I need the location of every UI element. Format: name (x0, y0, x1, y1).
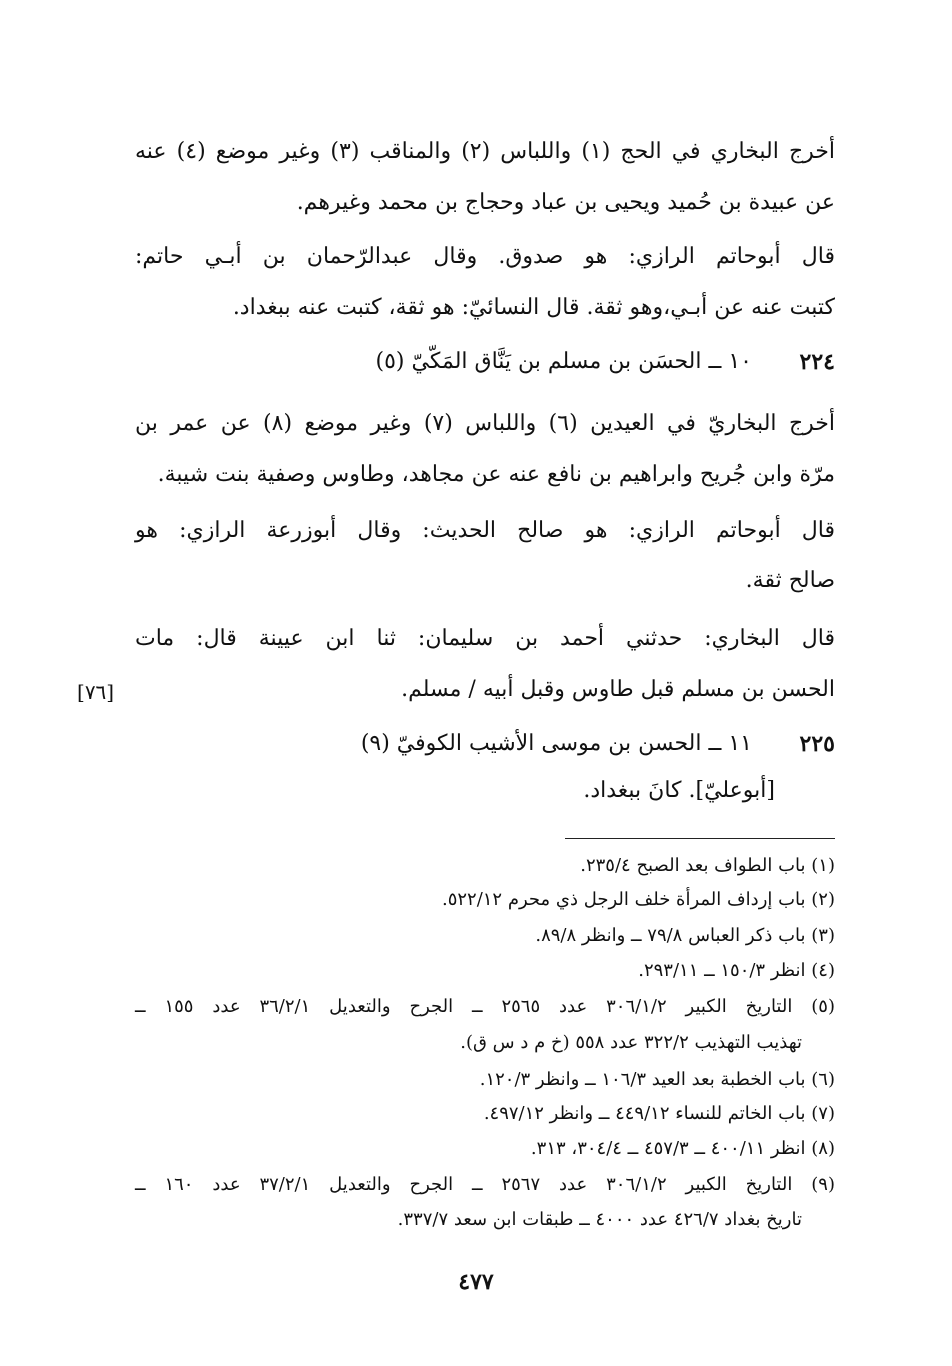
entry-225-number: ٢٢٥ (799, 731, 835, 757)
footnote-4: (٤) انظر ١٥٠/٣ ــ ٢٩٣/١١. (638, 960, 835, 981)
paragraph-3-line-1: أخرج البخاريّ في العيدين (٦) واللباس (٧) وغير موضع (٨) عن عمر بن (135, 411, 836, 436)
footnote-3: (٣) باب ذكر العباس ٧٩/٨ ــ وانظر ٨٩/٨. (535, 925, 835, 946)
paragraph-1-line-1: أخرج البخاري في الحج (١) واللباس (٢) والمناقب (٣) وغير موضع (٤) عنه (135, 139, 836, 164)
margin-page-reference: [٧٦] (77, 680, 115, 704)
footnote-1: (١) باب الطواف بعد الصبح ٢٣٥/٤. (580, 855, 835, 876)
entry-225-title: ١١ ــ الحسن بن موسى الأشيب الكوفيّ (٩) (360, 731, 752, 756)
paragraph-4-line-1: قال أبوحاتم الرازي: هو صالح الحديث: وقال أبوزرعة الرازي: هو (135, 518, 835, 543)
footnote-6: (٦) باب الخطبة بعد العيد ١٠٦/٣ ــ وانظر ١٢٠/٣. (479, 1069, 835, 1090)
footnote-8: (٨) انظر ٤٠٠/١١ ــ ٤٥٧/٣ ــ ٣٠٤/٤، ٣١٣. (530, 1138, 835, 1159)
paragraph-1-line-2: عن عبيدة بن حُميد ويحيى بن عباد وحجاج بن محمد وغيرهم. (296, 190, 835, 215)
footnote-7: (٧) باب الخاتم للنساء ٤٤٩/١٢ ــ وانظر ٤٩٧/١٢. (483, 1103, 835, 1124)
footnote-2: (٢) باب إرداف المرأة خلف الرجل ذي محرم ٥٢٢/١٢. (441, 889, 835, 910)
page-number: ٤٧٧ (458, 1269, 494, 1295)
entry-224-number: ٢٢٤ (799, 349, 835, 375)
paragraph-2-line-2: كتبت عنه عن أبـي،وهو ثقة. قال النسائيّ: هو ثقة، كتبت عنه ببغداد. (232, 295, 835, 320)
footnote-5-line-2: تهذيب التهذيب ٣٢٢/٢ عدد ٥٥٨ (خ م د س ق). (460, 1032, 802, 1053)
footnote-5-line-1: (٥) التاريخ الكبير ٣٠٦/١/٢ عدد ٢٥٦٥ ــ الجرح والتعديل ٣٦/٢/١ عدد ١٥٥ ــ (135, 996, 835, 1017)
paragraph-2-line-1: قال أبوحاتم الرازي: هو صدوق. وقال عبدالرّحمان بن أبـي حاتم: (135, 244, 835, 269)
footnote-9-line-2: تاريخ بغداد ٤٢٦/٧ عدد ٤٠٠٠ ــ طبقات ابن سعد ٣٣٧/٧. (397, 1209, 802, 1230)
entry-225-subline: [أبوعليّ]. كانَ ببغداد. (583, 778, 775, 803)
paragraph-5-line-1: قال البخاري: حدثني أحمد بن سليمان: ثنا ابن عيينة قال: مات (135, 626, 835, 651)
paragraph-3-line-2: مرّة وابن جُريح وابراهيم بن نافع عنه عن مجاهد، وطاوس وصفية بنت شيبة. (157, 462, 835, 487)
paragraph-5-line-2: الحسن بن مسلم قبل طاوس وقبل أبيه / مسلم. (401, 677, 835, 702)
footnote-divider (565, 838, 835, 839)
footnote-9-line-1: (٩) التاريخ الكبير ٣٠٦/١/٢ عدد ٢٥٦٧ ــ الجرح والتعديل ٣٧/٢/١ عدد ١٦٠ ــ (135, 1174, 835, 1195)
entry-224-title: ١٠ ــ الحسَن بن مسلم بن يَنَّاق المَكّيّ (٥) (375, 349, 752, 374)
paragraph-4-line-2: صالح ثقة. (745, 568, 835, 593)
